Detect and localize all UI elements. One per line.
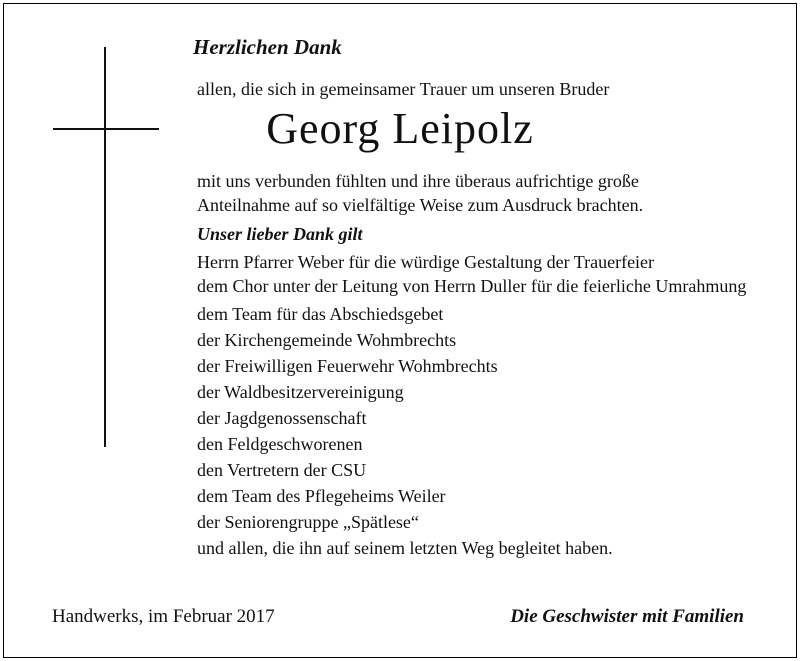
body-text-line-1: mit uns verbunden fühlten und ihre überaus aufrichtige große [197, 171, 639, 191]
list-item: den Vertretern der CSU [197, 460, 367, 480]
list-item: der Kirchengemeinde Wohmbrechts [197, 330, 457, 350]
thanks-heading: Unser lieber Dank gilt [197, 224, 363, 244]
place-date: Handwerks, im Februar 2017 [52, 606, 275, 627]
list-item: der Freiwilligen Feuerwehr Wohmbrechts [197, 356, 498, 376]
list-item: der Waldbesitzervereinigung [197, 382, 404, 402]
thanks-list [197, 249, 757, 561]
list-item: dem Team für das Abschiedsgebet [197, 304, 444, 324]
list-item: der Jagdgenossenschaft [197, 408, 367, 428]
deceased-name: Georg Leipolz [266, 104, 534, 153]
list-item: dem Chor unter der Leitung von Herrn Duller für die feierliche Umrahmung [197, 276, 747, 296]
list-item: dem Team des Pflegeheims Weiler [197, 486, 446, 506]
intro-text: allen, die sich in gemeinsamer Trauer um unseren Bruder [197, 79, 610, 99]
body-text-line-2: Anteilnahme auf so vielfältige Weise zum Ausdruck brachten. [197, 195, 644, 215]
list-item: den Feldgeschworenen [197, 434, 363, 454]
list-item: und allen, die ihn auf seinem letzten Weg begleitet haben. [197, 538, 613, 558]
list-item: der Seniorengruppe „Spätlese“ [197, 512, 419, 532]
notice-heading: Herzlichen Dank [193, 35, 342, 59]
signature: Die Geschwister mit Familien [510, 606, 744, 627]
list-item: Herrn Pfarrer Weber für die würdige Gestaltung der Trauerfeier [197, 252, 655, 272]
